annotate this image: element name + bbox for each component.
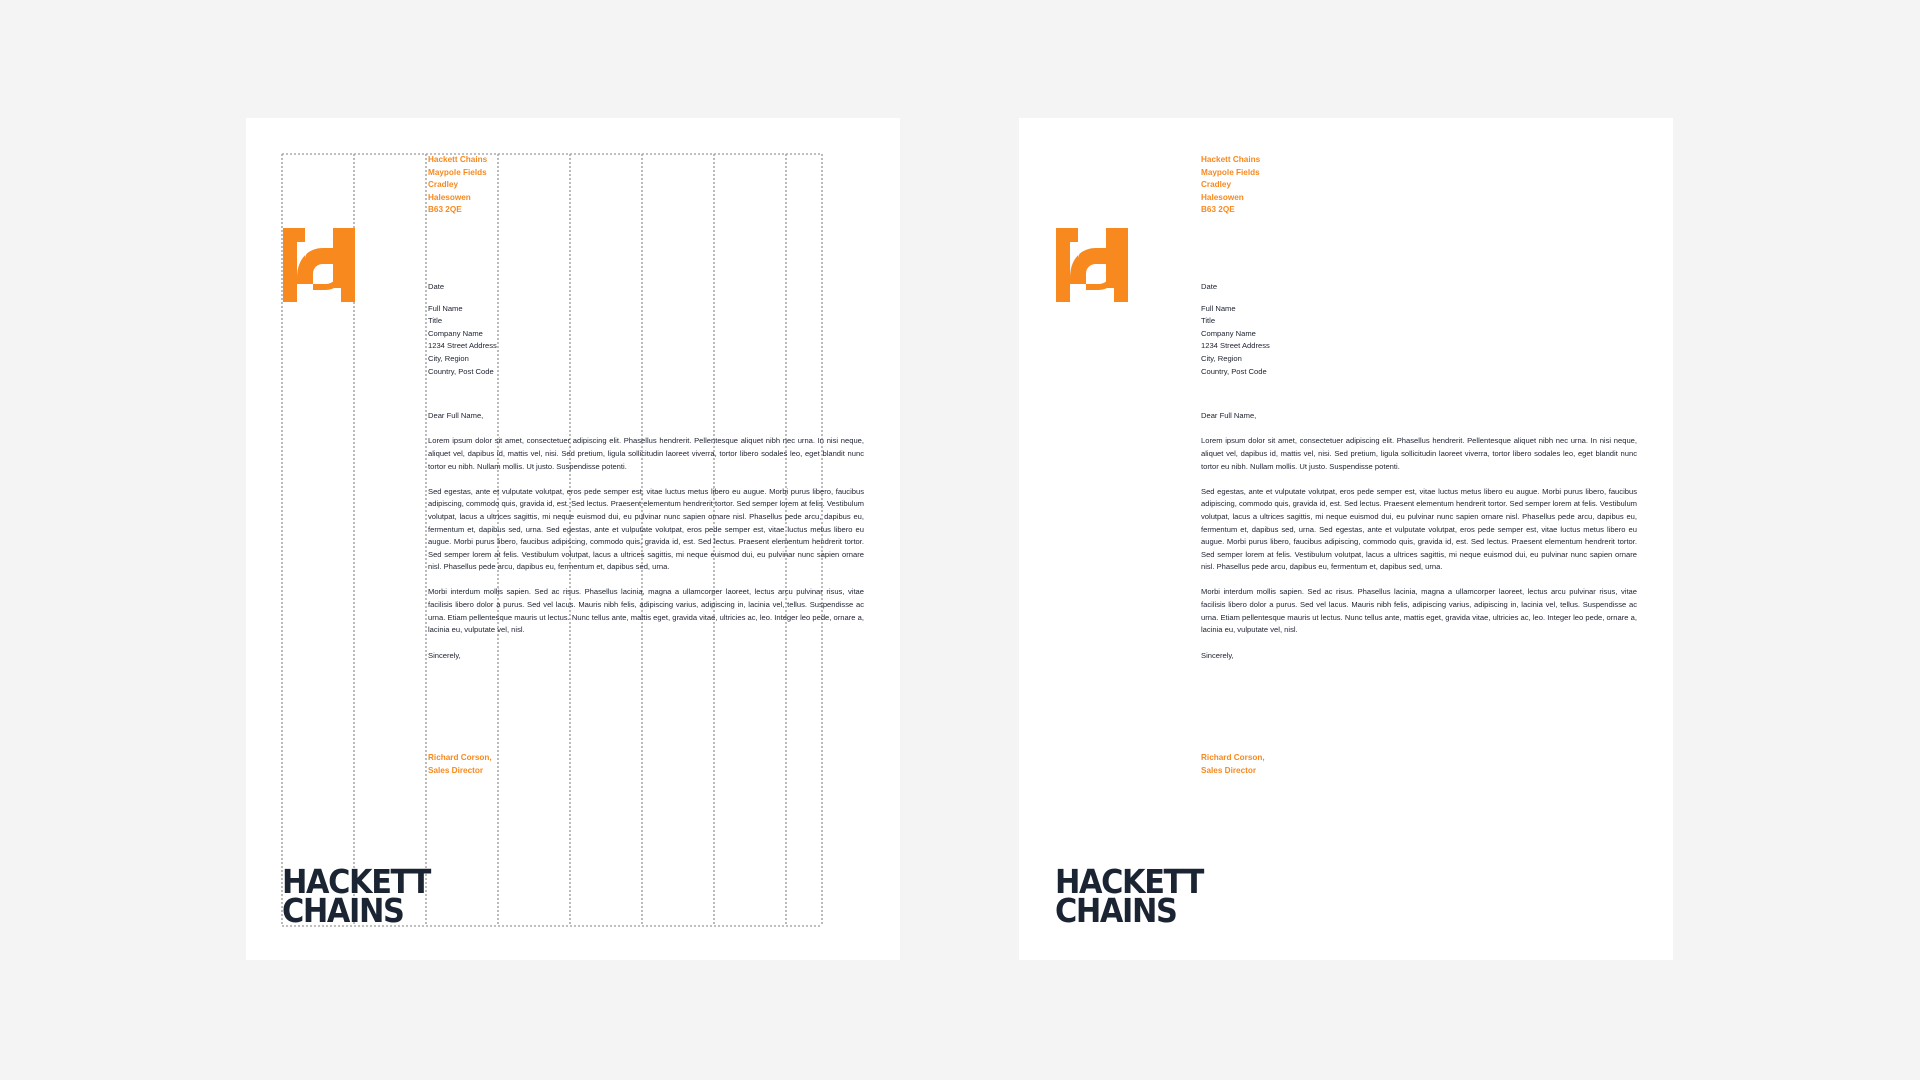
paragraph-text: Lorem ipsum dolor sit amet, consectetuer adipiscing elit. Phasellus hendrerit. Pellentesque aliquet nibh nec urna. In nisi neque, aliquet vel, dapibus id, mattis vel, nisi. Sed pretium, ligula sollicitudin laoreet viverra, tortor libero sodales leo, eget blandit nunc tortor eu nibh. Nullam mollis. Ut justo. Suspendisse potenti.: [1201, 436, 1637, 471]
recipient-line: Title: [428, 316, 443, 326]
sender-address: [428, 154, 487, 217]
recipient-line: Country, Post Code: [1201, 366, 1267, 376]
letter-date: Date: [1201, 282, 1218, 291]
closing: Sincerely,: [428, 650, 461, 660]
recipient-line: Full Name: [1201, 303, 1236, 313]
address-line: Cradley: [428, 180, 459, 190]
hackett-chains-hook-logo-icon: [1056, 228, 1128, 302]
recipient-line: Company Name: [428, 328, 483, 338]
wordmark-line: CHAINS: [1055, 891, 1177, 930]
address-line: B63 2QE: [1201, 205, 1235, 215]
signature-name: Richard Corson,: [1201, 753, 1265, 762]
address-line: Hackett Chains: [1201, 155, 1261, 164]
wordmark-line: HACKETT: [282, 862, 430, 901]
signature-name: Richard Corson,: [428, 753, 492, 762]
paragraph-text: Sed egestas, ante et vulputate volutpat, eros pede semper est, vitae luctus metus libero eu augue. Morbi purus libero, faucibus adipiscing, commodo quis, gravida id, est. Sed lectus. Praesent elementum hendrerit tortor. Sed semper lorem at felis. Vestibulum volutpat, lacus a ultrices sagittis, mi neque euismod dui, eu pulvinar nunc sapien ornare nisl. Phasellus pede arcu, dapibus eu, fermentum et, dapibus sed, urna. Sed egestas, ante et vulputate volutpat, eros pede semper est, vitae luctus metus libero eu augue. Morbi purus libero, faucibus adipiscing, commodo quis, gravida id, est. Sed lectus. Praesent elementum hendrerit tortor. Sed semper lorem at felis. Vestibulum volutpat, lacus a ultrices sagittis, mi neque euismod dui, eu pulvinar nunc sapien ornare nisl. Phasellus pede arcu, dapibus eu, fermentum et, dapibus sed, urna.: [1201, 486, 1638, 572]
address-line: Cradley: [1201, 180, 1232, 190]
signature-block: [428, 752, 492, 777]
letterhead-sheet-with-grid: [246, 118, 900, 960]
signature-title: Sales Director: [428, 765, 484, 775]
recipient-line: Country, Post Code: [428, 366, 494, 376]
body-paragraph: [1201, 435, 1637, 473]
address-line: Halesowen: [1201, 192, 1244, 202]
signature-block: [1201, 752, 1265, 777]
paragraph-text: Sed egestas, ante et vulputate volutpat, eros pede semper est, vitae luctus metus libero eu augue. Morbi purus libero, faucibus adipiscing, commodo quis, gravida id, est. Sed lectus. Praesent elementum hendrerit tortor. Sed semper lorem at felis. Vestibulum volutpat, lacus a ultrices sagittis, mi neque euismod dui, eu pulvinar nunc sapien ornare nisl. Phasellus pede arcu, dapibus eu, fermentum et, dapibus sed, urna. Sed egestas, ante et vulputate volutpat, eros pede semper est, vitae luctus metus libero eu augue. Morbi purus libero, faucibus adipiscing, commodo quis, gravida id, est. Sed lectus. Praesent elementum hendrerit tortor. Sed semper lorem at felis. Vestibulum volutpat, lacus a ultrices sagittis, mi neque euismod dui, eu pulvinar nunc sapien ornare nisl. Phasellus pede arcu, dapibus eu, fermentum et, dapibus sed, urna.: [428, 486, 865, 572]
recipient-block: [428, 303, 864, 379]
recipient-line: 1234 Street Address: [1201, 341, 1270, 351]
letterhead-sheet: [1019, 118, 1673, 960]
signature-title: Sales Director: [1201, 765, 1257, 775]
wordmark-line: CHAINS: [282, 891, 404, 930]
letter-body: [428, 281, 864, 662]
paragraph-text: Morbi interdum mollis sapien. Sed ac risus. Phasellus lacinia, magna a ullamcorper laoreet, lectus arcu pulvinar risus, vitae facilisis libero dolor a purus. Sed vel lacus. Mauris nibh felis, adipiscing varius, adipiscing in, lacinia vel, tellus. Suspendisse ac urna. Etiam pellentesque mauris ut lectus. Nunc tellus ante, mattis eget, gravida vitae, ultricies ac, leo. Integer leo pede, ornare a, lacinia eu, vulputate vel, nisl.: [428, 587, 864, 635]
salutation: Dear Full Name,: [428, 411, 484, 421]
address-line: B63 2QE: [428, 205, 462, 215]
recipient-line: Full Name: [428, 303, 463, 313]
sender-address: [1201, 154, 1260, 217]
paragraph-text: Lorem ipsum dolor sit amet, consectetuer adipiscing elit. Phasellus hendrerit. Pellentesque aliquet nibh nec urna. In nisi neque, aliquet vel, dapibus id, mattis vel, nisi. Sed pretium, ligula sollicitudin laoreet viverra, tortor libero sodales leo, eget blandit nunc tortor eu nibh. Nullam mollis. Ut justo. Suspendisse potenti.: [428, 436, 864, 471]
recipient-line: Company Name: [1201, 328, 1256, 338]
body-paragraph: [428, 586, 864, 636]
salutation: Dear Full Name,: [1201, 411, 1257, 421]
body-paragraph: [1201, 486, 1637, 574]
wordmark-line: HACKETT: [1055, 862, 1203, 901]
body-paragraph: [428, 486, 864, 574]
recipient-line: City, Region: [428, 353, 469, 363]
hackett-chains-wordmark: [282, 862, 430, 930]
body-paragraph: [1201, 586, 1637, 636]
hackett-chains-hook-logo-icon: [283, 228, 355, 302]
closing: Sincerely,: [1201, 650, 1234, 660]
hackett-chains-wordmark: [1055, 862, 1203, 930]
recipient-line: City, Region: [1201, 353, 1242, 363]
recipient-line: Title: [1201, 316, 1216, 326]
paragraph-text: Morbi interdum mollis sapien. Sed ac risus. Phasellus lacinia, magna a ullamcorper laoreet, lectus arcu pulvinar risus, vitae facilisis libero dolor a purus. Sed vel lacus. Mauris nibh felis, adipiscing varius, adipiscing in, lacinia vel, tellus. Suspendisse ac urna. Etiam pellentesque mauris ut lectus. Nunc tellus ante, mattis eget, gravida vitae, ultricies ac, leo. Integer leo pede, ornare a, lacinia eu, vulputate vel, nisl.: [1201, 587, 1637, 635]
recipient-block: [1201, 303, 1637, 379]
address-line: Maypole Fields: [428, 167, 487, 177]
letter-date: Date: [428, 282, 445, 291]
letter-body: [1201, 281, 1637, 662]
address-line: Hackett Chains: [428, 155, 488, 164]
address-line: Maypole Fields: [1201, 167, 1260, 177]
body-paragraph: [428, 435, 864, 473]
recipient-line: 1234 Street Address: [428, 341, 497, 351]
address-line: Halesowen: [428, 192, 471, 202]
